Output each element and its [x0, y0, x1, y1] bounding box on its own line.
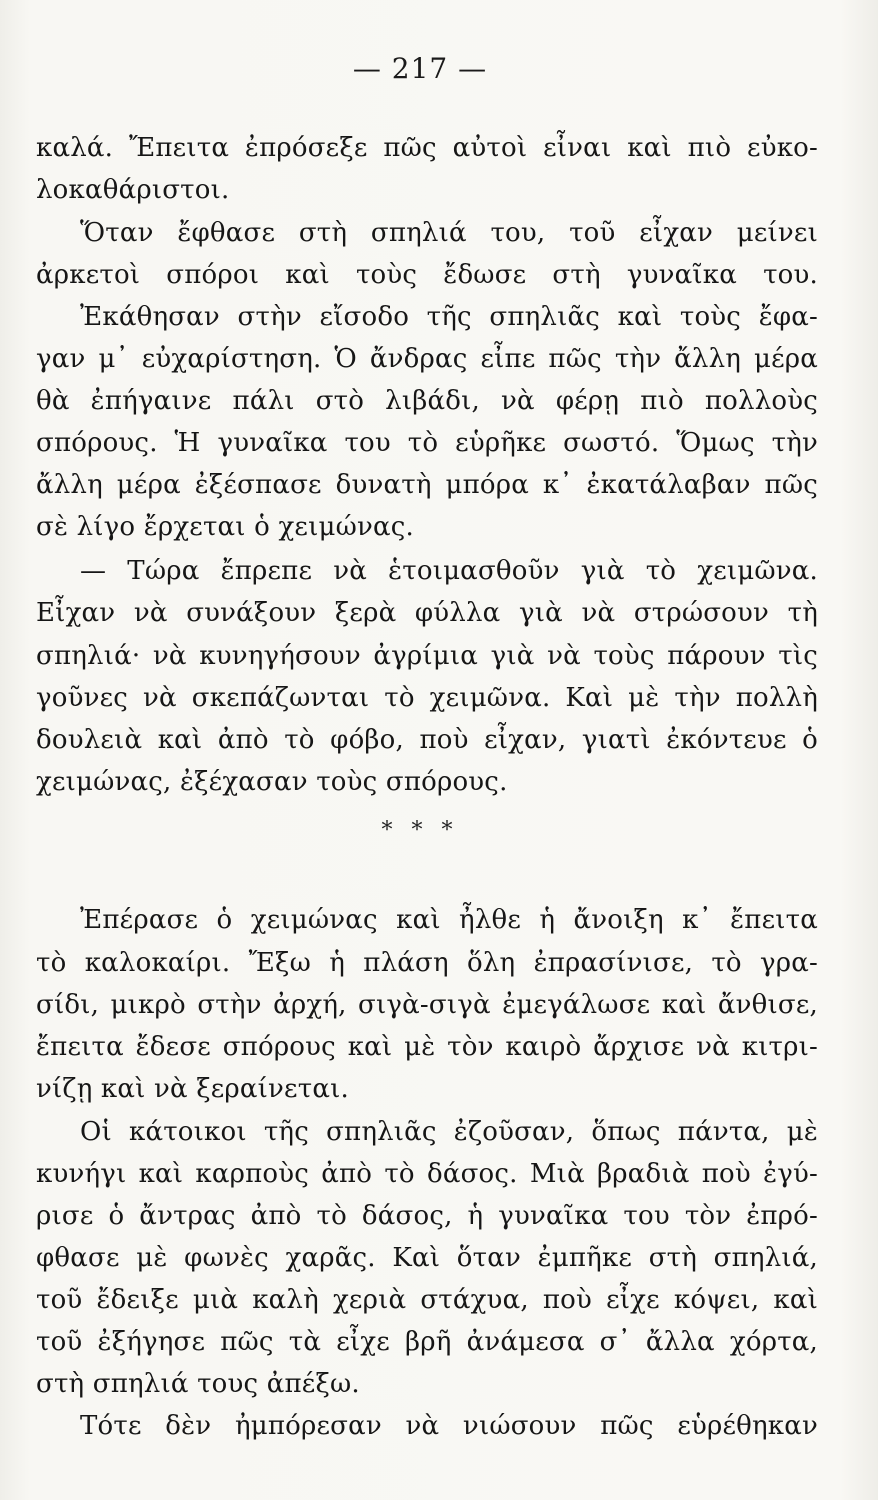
page-number: — 217 — [352, 52, 488, 85]
text-line: τὸ καλοκαίρι. Ἔξω ἡ πλάση ὅλη ἐπρασίνισε, τὸ γρα- [36, 948, 818, 978]
text-line: δουλειὰ καὶ ἀπὸ τὸ φόβο, ποὺ εἶχαν, γιατὶ ἐκόντευε ὁ [36, 725, 818, 755]
section-separator: * * * [381, 818, 459, 843]
text-line: ἔπειτα ἔδεσε σπόρους καὶ μὲ τὸν καιρὸ ἄρχισε νὰ κιτρι- [36, 1032, 818, 1062]
text-line: Τότε δὲν ἠμπόρεσαν νὰ νιώσουν πῶς εὑρέθηκαν [80, 1411, 818, 1441]
text-line: Ἐκάθησαν στὴν εἴσοδο τῆς σπηλιᾶς καὶ τοὺς ἔφα- [80, 302, 818, 332]
text-line: νίζῃ καὶ νὰ ξεραίνεται. [36, 1074, 349, 1104]
text-line: γοῦνες νὰ σκεπάζωνται τὸ χειμῶνα. Καὶ μὲ τὴν πολλὴ [36, 683, 818, 713]
text-line: ἄλλη μέρα ἐξέσπασε δυνατὴ μπόρα κ᾿ ἐκατάλαβαν πῶς [36, 470, 818, 500]
text-line: Εἶχαν νὰ συνάξουν ξερὰ φύλλα γιὰ νὰ στρώσουν τὴ [36, 598, 818, 628]
text-line: κυνήγι καὶ καρποὺς ἀπὸ τὸ δάσος. Μιὰ βραδιὰ ποὺ ἐγύ- [36, 1159, 818, 1189]
text-line: γαν μ᾿ εὐχαρίστηση. Ὁ ἄνδρας εἶπε πῶς τὴν ἄλλη μέρα [36, 344, 818, 374]
text-line: Ὅταν ἔφθασε στὴ σπηλιά του, τοῦ εἶχαν μείνει [80, 218, 818, 248]
text-line: σὲ λίγο ἔρχεται ὁ χειμώνας. [36, 512, 414, 542]
text-line: στὴ σπηλιά τους ἀπέξω. [36, 1369, 360, 1399]
text-line: τοῦ ἐξήγησε πῶς τὰ εἶχε βρῆ ἀνάμεσα σ᾿ ἄλλα χόρτα, [36, 1327, 818, 1357]
text-line: θὰ ἐπήγαινε πάλι στὸ λιβάδι, νὰ φέρῃ πιὸ πολλοὺς [36, 386, 818, 416]
text-line: σπηλιά· νὰ κυνηγήσουν ἀγρίμια γιὰ νὰ τοὺς πάρουν τὶς [36, 641, 818, 671]
text-line: σίδι, μικρὸ στὴν ἀρχή, σιγὰ-σιγὰ ἐμεγάλωσε καὶ ἄνθισε, [36, 990, 818, 1020]
text-line: Οἱ κάτοικοι τῆς σπηλιᾶς ἐζοῦσαν, ὅπως πάντα, μὲ [80, 1117, 818, 1147]
text-line: Ἐπέρασε ὁ χειμώνας καὶ ἦλθε ἡ ἄνοιξη κ᾿ ἔπειτα [80, 905, 818, 935]
text-line: λοκαθάριστοι. [36, 175, 230, 205]
text-line: σπόρους. Ἡ γυναῖκα του τὸ εὑρῆκε σωστό. Ὅμως τὴν [36, 428, 818, 458]
text-line: καλά. Ἔπειτα ἐπρόσεξε πῶς αὐτοὶ εἶναι καὶ πιὸ εὐκο- [36, 133, 818, 163]
text-line: χειμώνας, ἐξέχασαν τοὺς σπόρους. [36, 767, 508, 797]
text-line: φθασε μὲ φωνὲς χαρᾶς. Καὶ ὅταν ἐμπῆκε στὴ σπηλιά, [36, 1243, 818, 1273]
text-line: ρισε ὁ ἄντρας ἀπὸ τὸ δάσος, ἡ γυναῖκα του τὸν ἐπρό- [36, 1201, 818, 1231]
text-line: τοῦ ἔδειξε μιὰ καλὴ χεριὰ στάχυα, ποὺ εἶχε κόψει, καὶ [36, 1285, 818, 1315]
text-line: — Τώρα ἔπρεπε νὰ ἑτοιμασθοῦν γιὰ τὸ χειμῶνα. [80, 556, 818, 586]
text-line: ἀρκετοὶ σπόροι καὶ τοὺς ἔδωσε στὴ γυναῖκα του. [36, 260, 818, 290]
